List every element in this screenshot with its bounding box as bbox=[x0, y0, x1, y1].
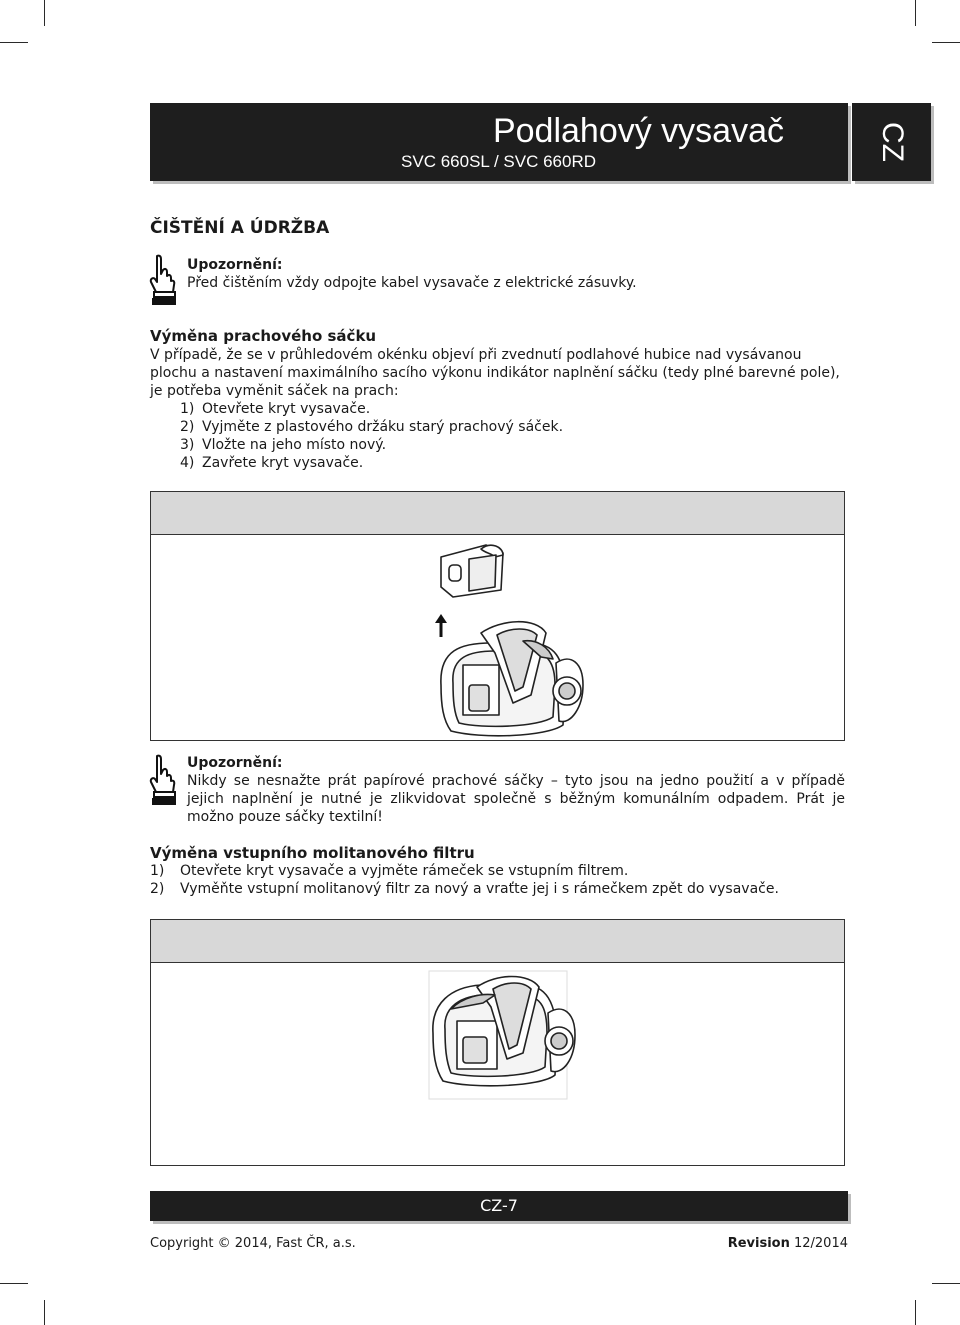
list-item bbox=[180, 436, 563, 454]
figure-header-strip bbox=[151, 920, 844, 963]
step-text: Zavřete kryt vysavače. bbox=[202, 455, 364, 471]
step-text: Otevřete kryt vysavače a vyjměte rámeček se vstupním filtrem. bbox=[180, 863, 629, 879]
crop-mark bbox=[915, 1300, 916, 1325]
page-number-bar: CZ-7 bbox=[150, 1191, 848, 1221]
vacuum-filter-illustration bbox=[151, 963, 844, 1165]
step-number: 1) bbox=[180, 401, 195, 417]
crop-mark bbox=[915, 0, 916, 26]
language-code: CZ bbox=[875, 122, 909, 162]
bag-intro: V případě, že se v průhledovém okénku objeví při zvednutí podlahové hubice nad vysávanou plochu a nastavení maximálního sacího výkonu indikátor naplnění sáčku (tedy plné barevné pole), je potřeba vyměnit sáček na prach: bbox=[150, 347, 840, 399]
crop-mark bbox=[44, 0, 45, 26]
bag-heading: Výměna prachového sáčku bbox=[150, 327, 377, 345]
crop-mark bbox=[0, 1283, 28, 1284]
bag-steps bbox=[180, 400, 563, 472]
filter-steps bbox=[150, 862, 779, 898]
revision-label: Revision bbox=[727, 1236, 790, 1251]
step-text: Otevřete kryt vysavače. bbox=[202, 401, 371, 417]
note-text: Před čištěním vždy odpojte kabel vysavače z elektrické zásuvky. bbox=[187, 275, 637, 291]
note-text: Nikdy se nesnažte prát papírové prachové sáčky – tyto jsou na jedno použití a v případě jejich naplnění je nutné je zlikvidovat společně s běžným komunálním odpadem. Prát je možno pouze sáčky textilní! bbox=[187, 773, 845, 825]
step-number: 1) bbox=[150, 863, 165, 879]
page-title: Podlahový vysavač bbox=[492, 112, 784, 150]
step-number: 2) bbox=[180, 419, 195, 435]
figure-header-strip bbox=[151, 492, 844, 535]
pointing-hand-icon bbox=[148, 254, 176, 306]
step-number: 4) bbox=[180, 455, 195, 471]
revision-date: 12/2014 bbox=[793, 1236, 848, 1251]
crop-mark bbox=[932, 42, 960, 43]
list-item bbox=[150, 880, 779, 898]
crop-mark bbox=[0, 42, 28, 43]
vacuum-open-bag-illustration bbox=[151, 535, 844, 740]
note-label: Upozornění: bbox=[187, 257, 283, 273]
language-tab bbox=[852, 103, 931, 181]
step-text: Vyjměte z plastového držáku starý prachový sáček. bbox=[202, 419, 564, 435]
model-subtitle: SVC 660SL / SVC 660RD bbox=[401, 152, 596, 171]
step-number: 3) bbox=[180, 437, 195, 453]
warning-note bbox=[187, 256, 847, 292]
pointing-hand-icon bbox=[148, 754, 176, 806]
list-item bbox=[180, 400, 563, 418]
step-text: Vyměňte vstupní molitanový filtr za nový a vraťte jej i s rámečkem zpět do vysavače. bbox=[180, 881, 779, 897]
copyright: Copyright © 2014, Fast ČR, a.s. bbox=[150, 1236, 356, 1251]
revision bbox=[728, 1236, 848, 1251]
crop-mark bbox=[44, 1300, 45, 1325]
list-item bbox=[180, 454, 563, 472]
figure-bag-replacement bbox=[150, 491, 845, 741]
list-item bbox=[150, 862, 779, 880]
figure-filter-replacement bbox=[150, 919, 845, 1166]
step-text: Vložte na jeho místo nový. bbox=[202, 437, 387, 453]
warning-note bbox=[187, 754, 845, 826]
section-title: ČIŠTĚNÍ A ÚDRŽBA bbox=[150, 218, 330, 238]
step-number: 2) bbox=[150, 881, 165, 897]
list-item bbox=[180, 418, 563, 436]
note-label: Upozornění: bbox=[187, 755, 283, 771]
header-bar bbox=[150, 103, 848, 181]
crop-mark bbox=[932, 1283, 960, 1284]
filter-heading: Výměna vstupního molitanového filtru bbox=[150, 844, 475, 862]
